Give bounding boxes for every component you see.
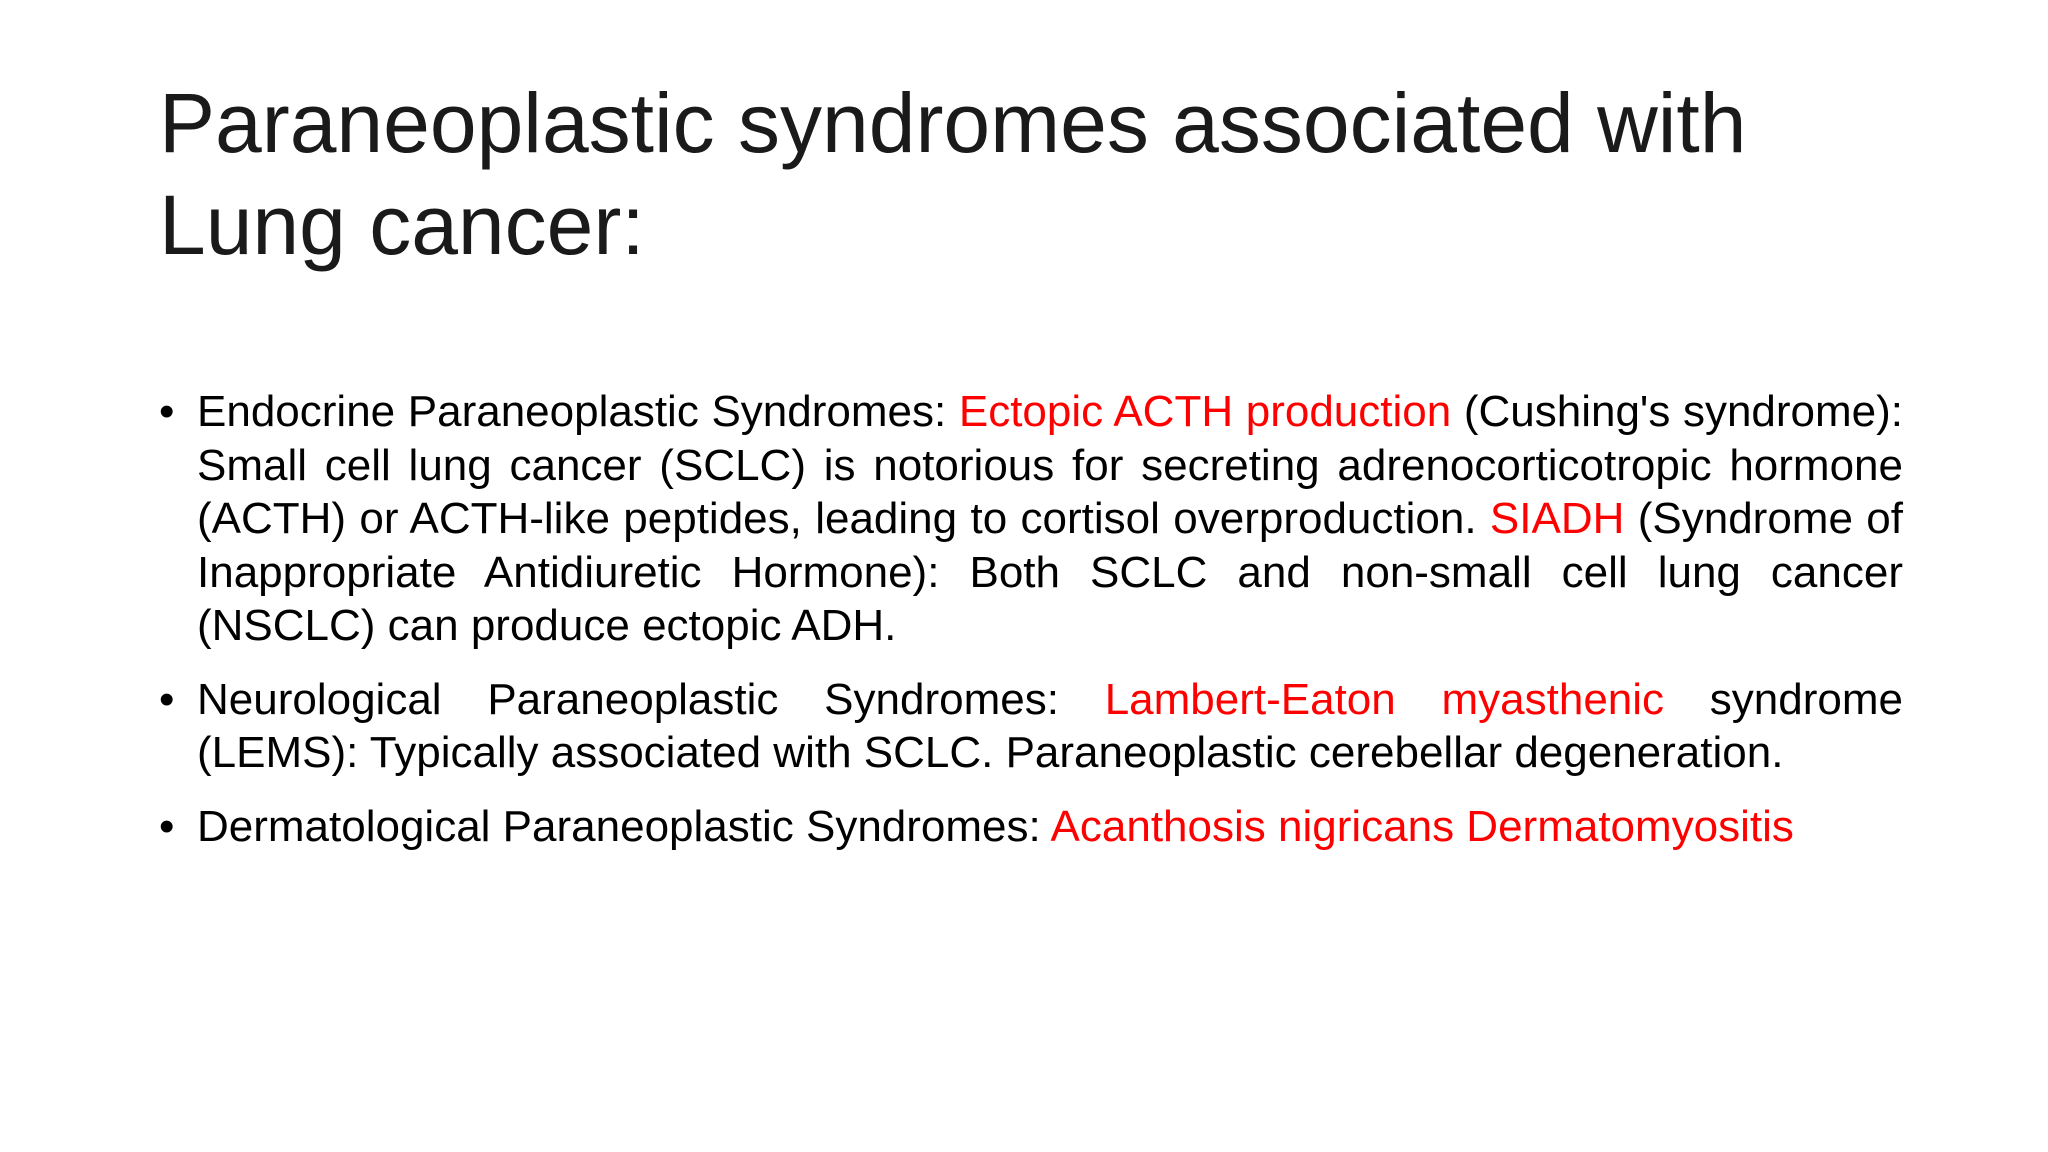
bullet-dot-icon: • <box>159 387 175 436</box>
bullet-list <box>159 385 1903 873</box>
bullet-dermatological <box>159 800 1903 854</box>
bullet-text: (Syndrome of Inappropriate Antidiuretic Hormone): Both SCLC and non-small cell lung cancer (NSCLC) can produce ectopic ADH. <box>197 494 1903 650</box>
highlight-term: Ectopic ACTH production <box>958 387 1452 436</box>
bullet-dot-icon: • <box>159 674 175 724</box>
highlight-term: SIADH <box>1489 494 1625 543</box>
bullet-heading: Endocrine Paraneoplastic Syndromes: <box>197 387 959 436</box>
bullet-heading: Neurological Paraneoplastic Syndromes: <box>197 674 1105 724</box>
bullet-dot-icon: • <box>159 801 175 851</box>
slide-title <box>159 72 1859 276</box>
title-line-1: Paraneoplastic syndromes associated with <box>159 76 1747 170</box>
highlight-term: Acanthosis nigricans Dermatomyositis <box>1050 801 1794 851</box>
bullet-neurological <box>159 673 1903 780</box>
title-line-2: Lung cancer: <box>159 178 645 272</box>
bullet-text: (Cushing's syndrome): Small cell lung cancer (SCLC) is notorious for secreting adrenocorticotropic hormone (ACTH) or ACTH-like peptides, leading to cortisol overproduction. <box>197 387 1904 543</box>
bullet-heading: Dermatological Paraneoplastic Syndromes: <box>197 801 1051 851</box>
bullet-endocrine <box>159 385 1903 653</box>
bullet-text: syndrome (LEMS): Typically associated with SCLC. Paraneoplastic cerebellar degeneration. <box>197 674 1903 777</box>
highlight-term: Lambert-Eaton myasthenic <box>1104 674 1665 724</box>
